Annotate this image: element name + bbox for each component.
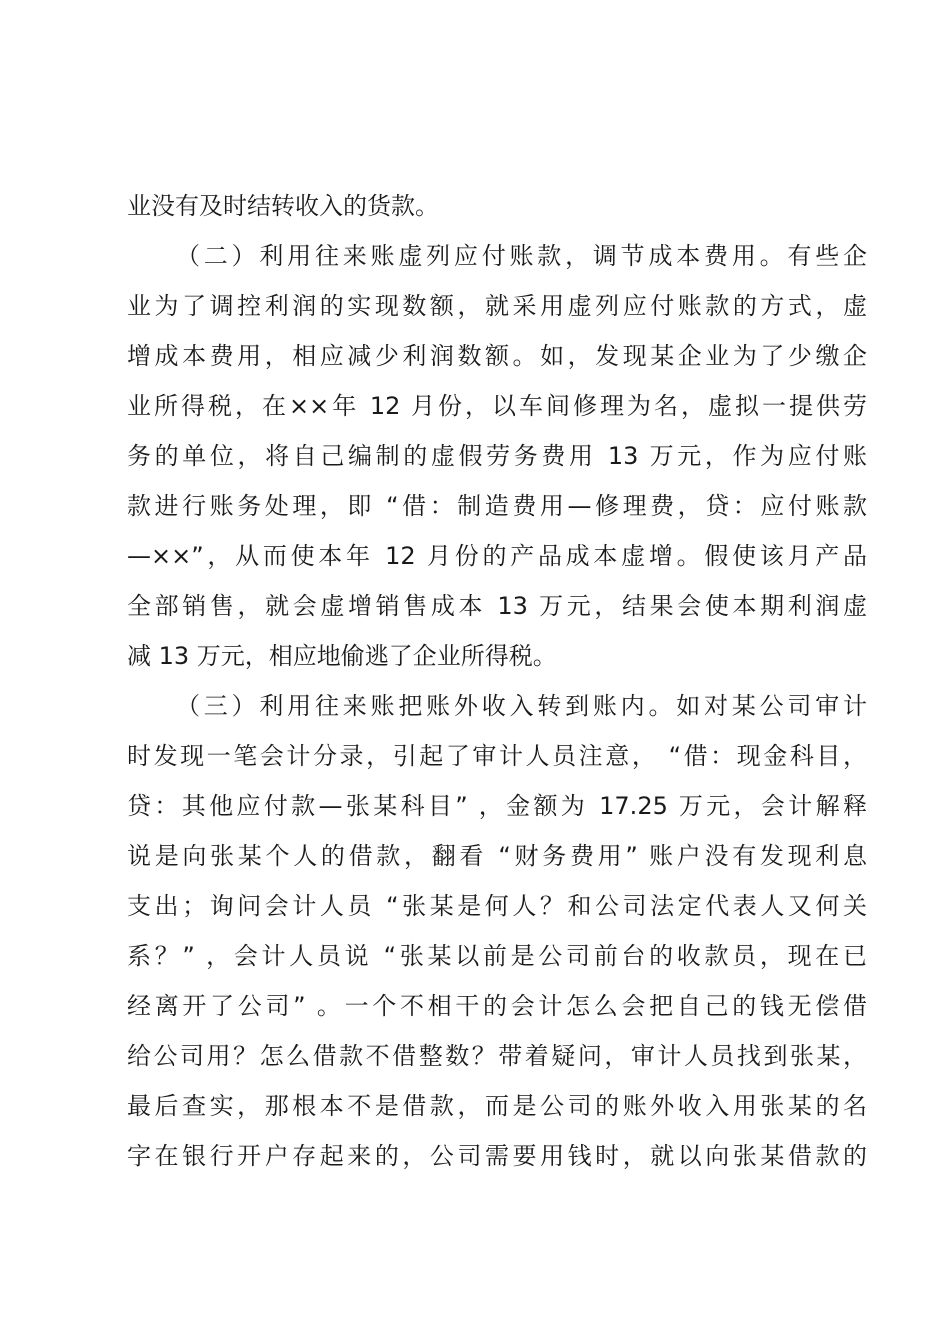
text-line: 业没有及时结转收入的货款。 (127, 192, 439, 220)
text-line: 业为了调控利润的实现数额，就采用虚列应付账款的方式，虚 (127, 292, 867, 320)
text-line: 务的单位，将自己编制的虚假劳务费用 13 万元，作为应付账 (127, 442, 867, 470)
text-line: 系？” ，会计人员说 “张某以前是公司前台的收款员，现在已 (127, 942, 867, 970)
text-line: 贷：其他应付款—张某科目” ，金额为 17.25 万元，会计解释 (127, 792, 867, 820)
text-line: 字在银行开户存起来的，公司需要用钱时，就以向张某借款的 (127, 1142, 867, 1170)
text-line: 最后查实，那根本不是借款，而是公司的账外收入用张某的名 (127, 1092, 867, 1120)
text-line: 给公司用？怎么借款不借整数？带着疑问，审计人员找到张某， (127, 1042, 867, 1070)
text-line: —××”，从而使本年 12 月份的产品成本虚增。假使该月产品 (127, 542, 867, 570)
text-line: 减 13 万元，相应地偷逃了企业所得税。 (127, 642, 557, 670)
text-line: 款进行账务处理，即 “借：制造费用—修理费，贷：应付账款 (127, 492, 867, 520)
text-line: 时发现一笔会计分录，引起了审计人员注意， “借：现金科目， (127, 742, 867, 770)
text-line: 说是向张某个人的借款，翻看 “财务费用” 账户没有发现利息 (127, 842, 867, 870)
paragraph-3-first-line: （三）利用往来账把账外收入转到账内。如对某公司审计 (176, 692, 867, 720)
text-line: 支出；询问会计人员 “张某是何人？和公司法定代表人又何关 (127, 892, 867, 920)
text-line: 增成本费用，相应减少利润数额。如，发现某企业为了少缴企 (127, 342, 867, 370)
text-line: 经离开了公司” 。一个不相干的会计怎么会把自己的钱无偿借 (127, 992, 867, 1020)
paragraph-2-first-line: （二）利用往来账虚列应付账款，调节成本费用。有些企 (176, 242, 867, 270)
text-line: 业所得税，在××年 12 月份，以车间修理为名，虚拟一提供劳 (127, 392, 867, 420)
text-line: 全部销售，就会虚增销售成本 13 万元，结果会使本期利润虚 (127, 592, 867, 620)
